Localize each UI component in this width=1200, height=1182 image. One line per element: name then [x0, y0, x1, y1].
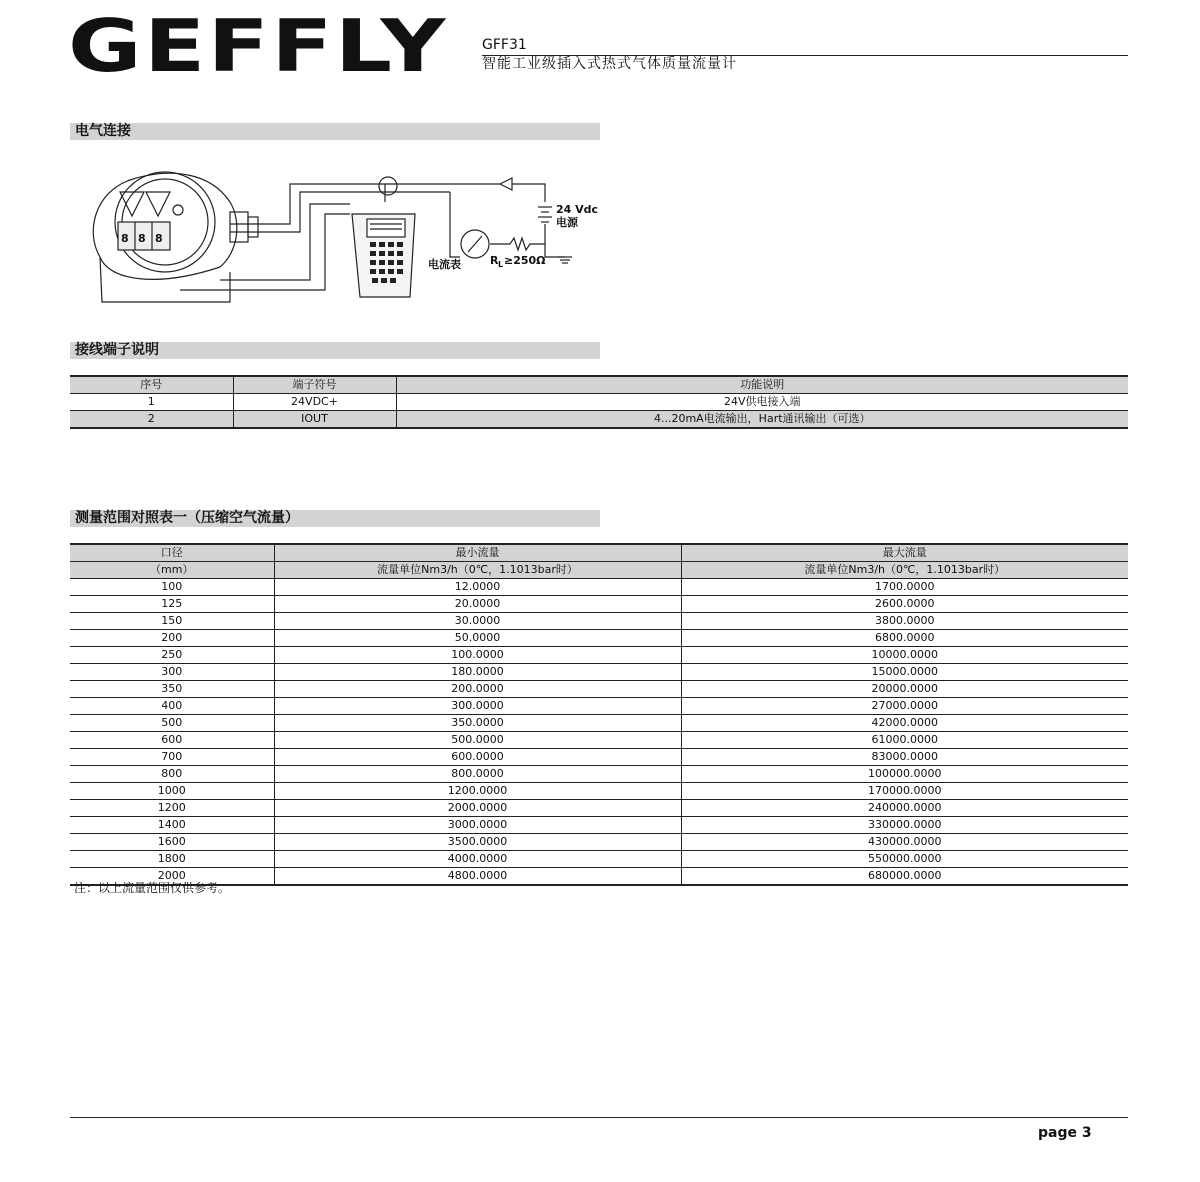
table-row: [70, 749, 1128, 766]
cell-max-flow: 15000.0000: [681, 664, 1128, 681]
cell-diameter: 1400: [70, 817, 274, 834]
cell-diameter: 150: [70, 613, 274, 630]
page-number: page 3: [1038, 1125, 1092, 1141]
header-max-flow: 最大流量: [681, 544, 1128, 562]
cell-max-flow: 6800.0000: [681, 630, 1128, 647]
cell-min-flow: 20.0000: [274, 596, 681, 613]
cell-symbol: 24VDC+: [233, 394, 396, 411]
table-row: [70, 715, 1128, 732]
cell-diameter: 1000: [70, 783, 274, 800]
cell-diameter: 200: [70, 630, 274, 647]
cell-diameter: 1200: [70, 800, 274, 817]
table-row: [70, 613, 1128, 630]
range-table: [70, 543, 1128, 886]
cell-max-flow: 330000.0000: [681, 817, 1128, 834]
table-row: [70, 800, 1128, 817]
cell-diameter: 400: [70, 698, 274, 715]
subheader-unit-mm: （mm）: [70, 562, 274, 579]
range-table-subheader: [70, 562, 1128, 579]
table-row: [70, 698, 1128, 715]
supply-label: 电源: [556, 216, 578, 229]
cell-min-flow: 50.0000: [274, 630, 681, 647]
cell-diameter: 700: [70, 749, 274, 766]
table-row: [70, 411, 1128, 429]
cell-function: 4...20mA电流输出，Hart通讯输出（可选）: [396, 411, 1128, 429]
resistor-symbol: R: [490, 254, 499, 267]
supply-voltage-label: 24 Vdc: [556, 203, 599, 216]
cell-max-flow: 240000.0000: [681, 800, 1128, 817]
cell-diameter: 125: [70, 596, 274, 613]
cell-min-flow: 800.0000: [274, 766, 681, 783]
table-row: [70, 851, 1128, 868]
cell-max-flow: 42000.0000: [681, 715, 1128, 732]
cell-min-flow: 12.0000: [274, 579, 681, 596]
table-row: [70, 766, 1128, 783]
cell-min-flow: 4000.0000: [274, 851, 681, 868]
table-row: [70, 596, 1128, 613]
table-row: [70, 647, 1128, 664]
cell-symbol: IOUT: [233, 411, 396, 429]
cell-index: 2: [70, 411, 233, 429]
product-subtitle: 智能工业级插入式热式气体质量流量计: [482, 56, 737, 72]
terminal-table: [70, 375, 1128, 429]
cell-min-flow: 500.0000: [274, 732, 681, 749]
table-row: [70, 732, 1128, 749]
cell-min-flow: 3500.0000: [274, 834, 681, 851]
cell-diameter: 250: [70, 647, 274, 664]
cell-diameter: 800: [70, 766, 274, 783]
cell-max-flow: 430000.0000: [681, 834, 1128, 851]
cell-max-flow: 550000.0000: [681, 851, 1128, 868]
footnote: 注：以上流量范围仅供参考。: [74, 881, 231, 895]
cell-min-flow: 2000.0000: [274, 800, 681, 817]
header-index: 序号: [70, 376, 233, 394]
section-electrical: 电气连接: [70, 123, 600, 140]
range-table-header: [70, 544, 1128, 562]
cell-max-flow: 680000.0000: [681, 868, 1128, 886]
cell-max-flow: 61000.0000: [681, 732, 1128, 749]
resistor-subscript: L: [498, 260, 504, 269]
table-row: [70, 394, 1128, 411]
cell-min-flow: 200.0000: [274, 681, 681, 698]
header-function: 功能说明: [396, 376, 1128, 394]
table-row: [70, 630, 1128, 647]
terminal-mark-2: 8: [138, 232, 146, 245]
resistor-value: ≥250Ω: [504, 254, 546, 267]
footer-divider: [70, 1117, 1128, 1118]
table-row: [70, 579, 1128, 596]
table-row: [70, 783, 1128, 800]
cell-max-flow: 20000.0000: [681, 681, 1128, 698]
cell-max-flow: 1700.0000: [681, 579, 1128, 596]
cell-diameter: 2000: [70, 868, 274, 886]
cell-max-flow: 83000.0000: [681, 749, 1128, 766]
cell-min-flow: 350.0000: [274, 715, 681, 732]
terminal-mark-1: 8: [121, 232, 129, 245]
cell-min-flow: 1200.0000: [274, 783, 681, 800]
terminal-mark-3: 8: [155, 232, 163, 245]
section-terminals: 接线端子说明: [70, 342, 600, 359]
cell-diameter: 600: [70, 732, 274, 749]
header-diameter: 口径: [70, 544, 274, 562]
table-row: [70, 817, 1128, 834]
cell-min-flow: 180.0000: [274, 664, 681, 681]
cell-min-flow: 600.0000: [274, 749, 681, 766]
cell-min-flow: 4800.0000: [274, 868, 681, 886]
cell-diameter: 1600: [70, 834, 274, 851]
cell-function: 24V供电接入端: [396, 394, 1128, 411]
table-row: [70, 664, 1128, 681]
table-row: [70, 834, 1128, 851]
cell-diameter: 500: [70, 715, 274, 732]
cell-max-flow: 2600.0000: [681, 596, 1128, 613]
terminal-table-header: [70, 376, 1128, 394]
cell-diameter: 1800: [70, 851, 274, 868]
header-min-flow: 最小流量: [274, 544, 681, 562]
cell-max-flow: 3800.0000: [681, 613, 1128, 630]
cell-min-flow: 100.0000: [274, 647, 681, 664]
cell-diameter: 300: [70, 664, 274, 681]
section-range: 测量范围对照表一（压缩空气流量）: [70, 510, 600, 527]
cell-max-flow: 10000.0000: [681, 647, 1128, 664]
cell-max-flow: 27000.0000: [681, 698, 1128, 715]
cell-min-flow: 300.0000: [274, 698, 681, 715]
subheader-min-unit: 流量单位Nm3/h（0℃，1.1013bar时）: [274, 562, 681, 579]
model-number: GFF31: [482, 37, 527, 53]
table-row: [70, 681, 1128, 698]
cell-min-flow: 3000.0000: [274, 817, 681, 834]
cell-max-flow: 170000.0000: [681, 783, 1128, 800]
cell-max-flow: 100000.0000: [681, 766, 1128, 783]
cell-min-flow: 30.0000: [274, 613, 681, 630]
brand-logo: GEFFLY: [68, 3, 448, 88]
cell-index: 1: [70, 394, 233, 411]
header-symbol: 端子符号: [233, 376, 396, 394]
wiring-diagram: [70, 162, 630, 312]
subheader-max-unit: 流量单位Nm3/h（0℃，1.1013bar时）: [681, 562, 1128, 579]
ammeter-label: 电流表: [428, 258, 461, 271]
cell-diameter: 100: [70, 579, 274, 596]
cell-diameter: 350: [70, 681, 274, 698]
